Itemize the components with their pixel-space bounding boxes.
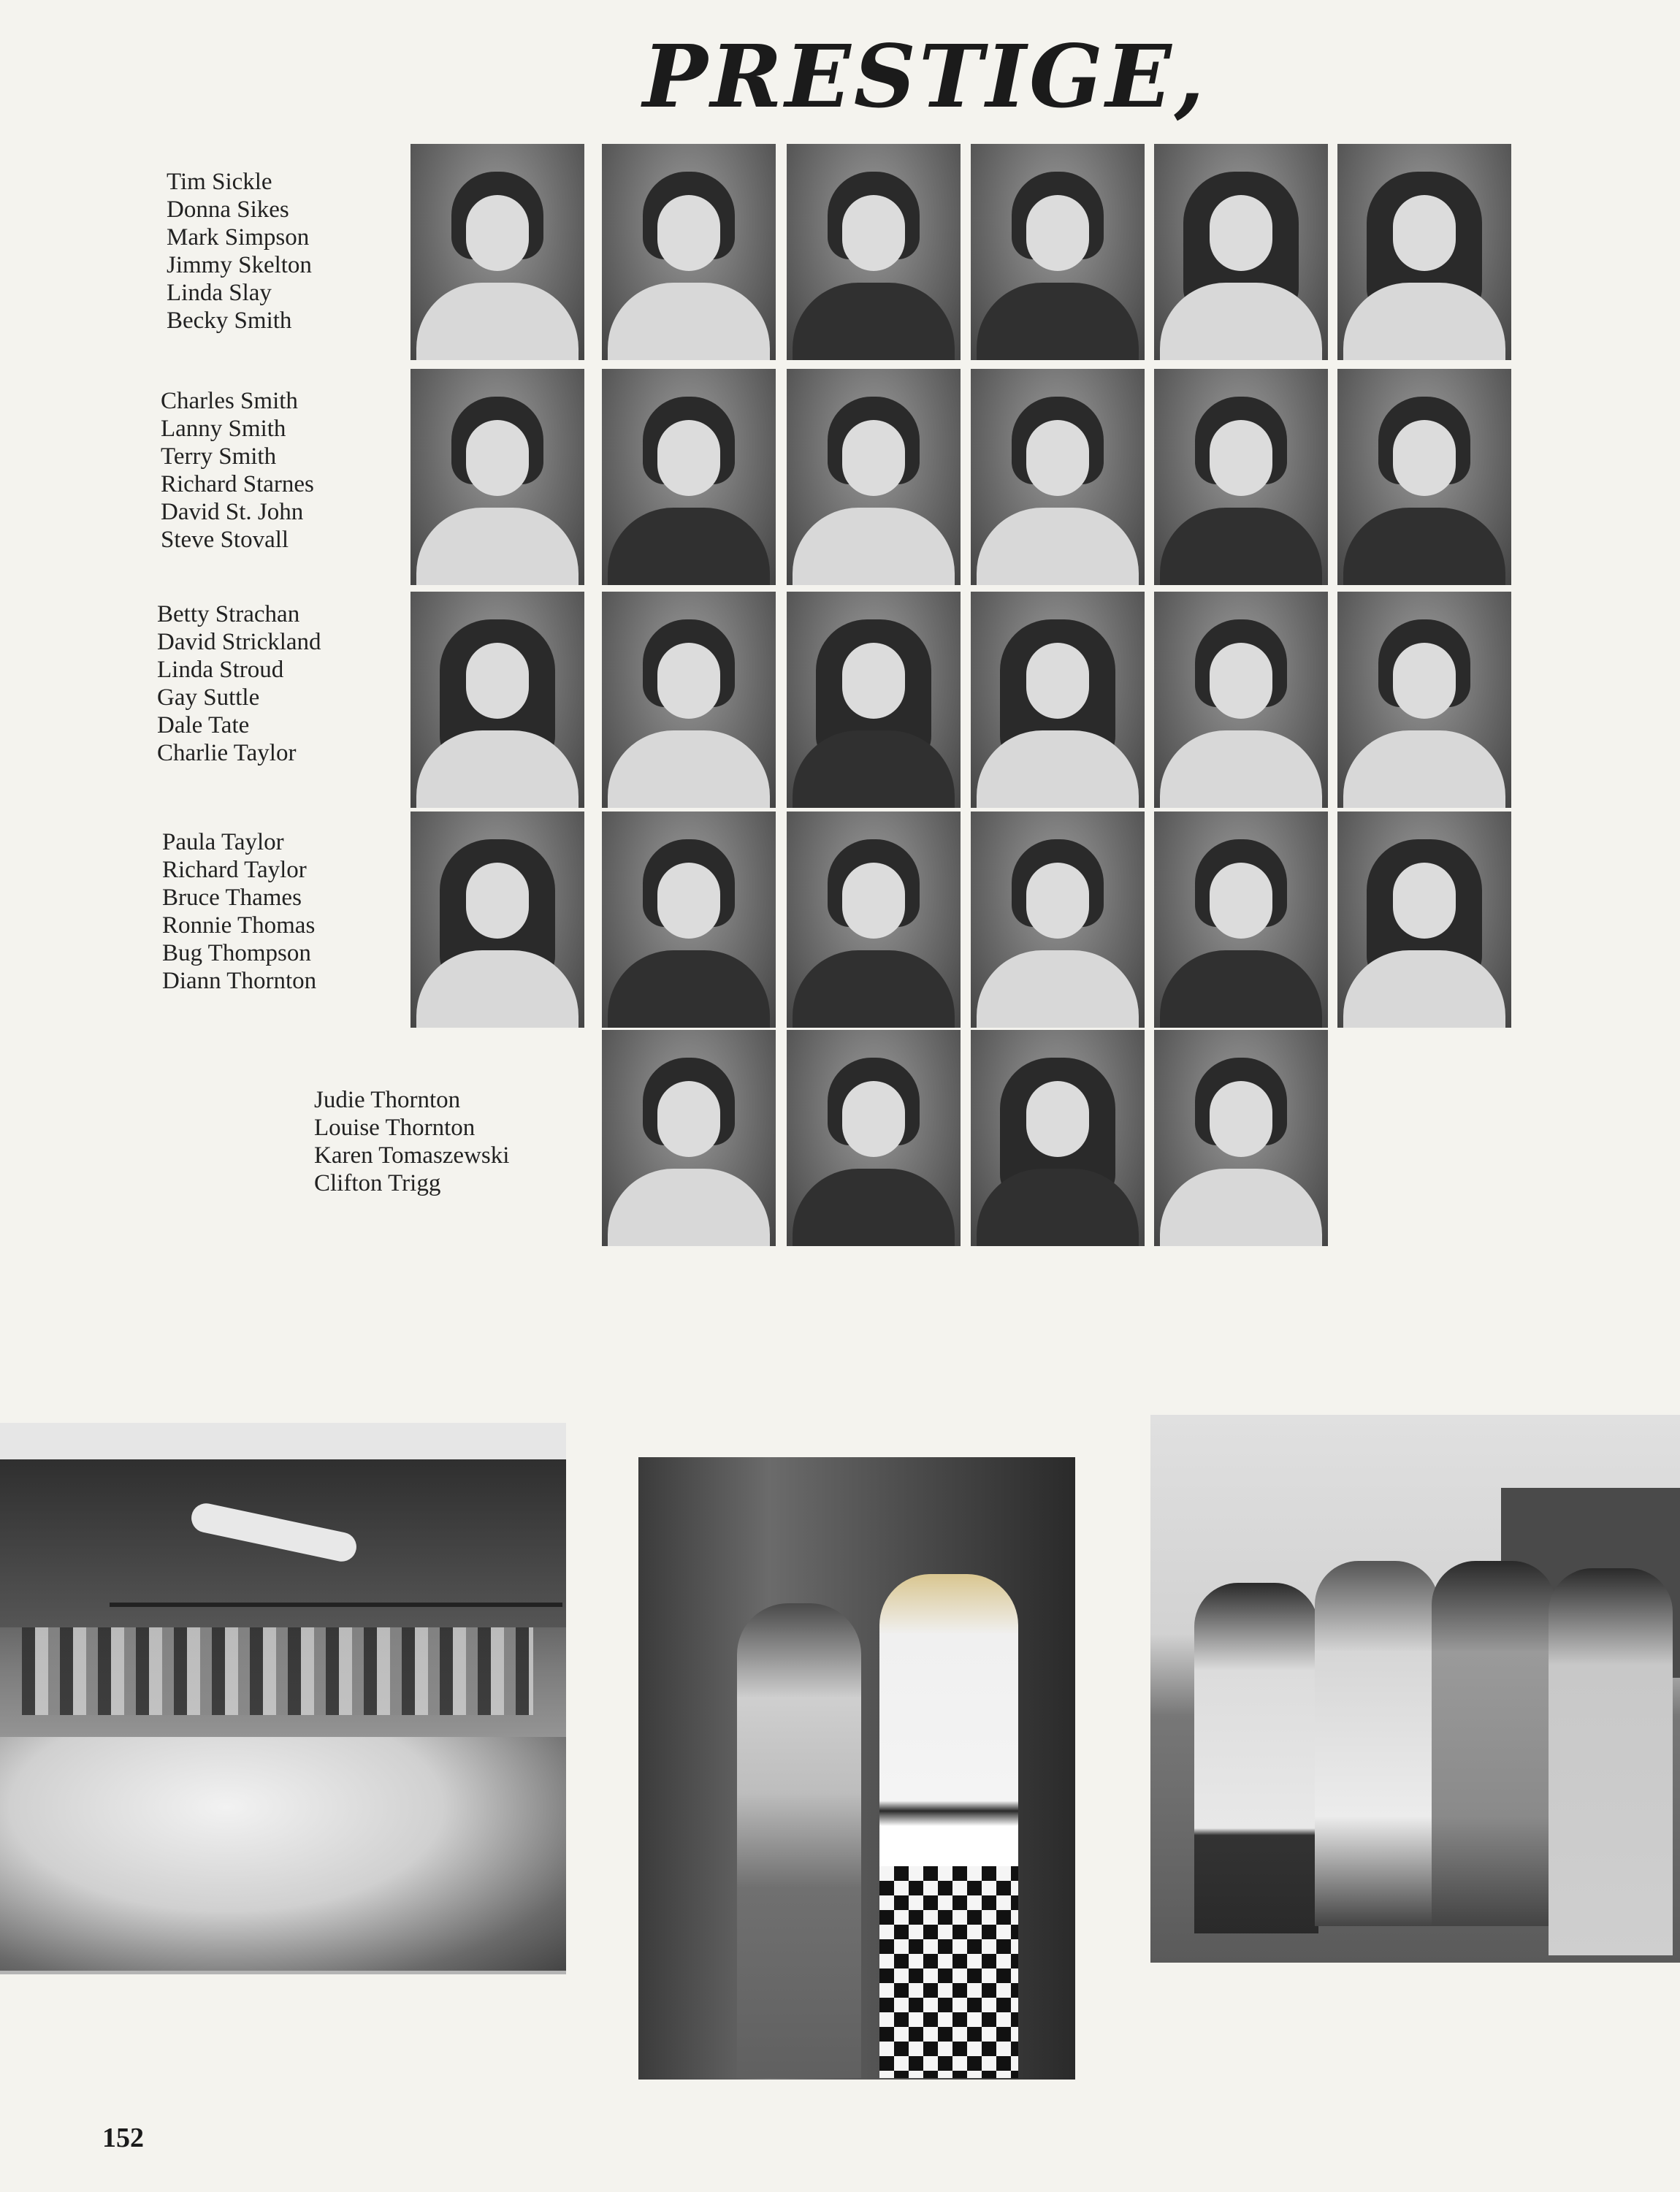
student-name: David St. John: [161, 499, 304, 525]
portrait-face: [657, 1081, 720, 1157]
student-name: Donna Sikes: [167, 196, 289, 223]
student-portrait: [602, 1030, 776, 1246]
portrait-body: [608, 508, 770, 585]
portrait-face: [1026, 863, 1089, 939]
portrait-body: [1160, 508, 1322, 585]
portrait-face: [842, 643, 905, 719]
page-title: PRESTIGE,: [643, 26, 1207, 127]
student-name: Karen Tomaszewski: [314, 1142, 510, 1169]
portrait-face: [1210, 195, 1272, 271]
portrait-body: [977, 508, 1139, 585]
student-name: Steve Stovall: [161, 527, 289, 553]
student-portrait: [411, 592, 584, 808]
student-portrait: [971, 1030, 1145, 1246]
student-portrait: [787, 812, 961, 1028]
student-name: Mark Simpson: [167, 224, 310, 251]
student-portrait: [602, 592, 776, 808]
student-portrait: [1154, 592, 1328, 808]
name-list-row-5: [314, 1086, 509, 1197]
portrait-body: [1160, 730, 1322, 808]
name-list-row-4: [162, 828, 316, 995]
portrait-face: [1393, 195, 1456, 271]
student-name: Diann Thornton: [162, 968, 317, 994]
portrait-face: [842, 420, 905, 496]
student-name: Paula Taylor: [162, 829, 284, 855]
portrait-body: [793, 1169, 955, 1246]
page-number: 152: [102, 2123, 144, 2153]
student-name: Terry Smith: [161, 443, 277, 470]
student-portrait: [1337, 592, 1511, 808]
portrait-face: [657, 863, 720, 939]
portrait-body: [608, 1169, 770, 1246]
portrait-face: [466, 195, 529, 271]
portrait-face: [1026, 195, 1089, 271]
portrait-body: [1343, 730, 1505, 808]
student-name: Louise Thornton: [314, 1115, 476, 1141]
portrait-face: [657, 420, 720, 496]
student-name: Lanny Smith: [161, 416, 286, 442]
portrait-face: [842, 863, 905, 939]
student-name: Bug Thompson: [162, 940, 311, 966]
student-name: Dale Tate: [157, 712, 250, 738]
student-portrait: [1337, 369, 1511, 585]
portrait-face: [842, 1081, 905, 1157]
student-portrait: [971, 812, 1145, 1028]
student-name: Tim Sickle: [167, 169, 272, 195]
student-portrait: [1154, 1030, 1328, 1246]
student-name: Charles Smith: [161, 388, 298, 414]
landing-mat: [0, 1737, 566, 1971]
portrait-face: [1026, 643, 1089, 719]
student-name: Bruce Thames: [162, 885, 302, 911]
portrait-face: [1210, 420, 1272, 496]
student-name: Becky Smith: [167, 308, 292, 334]
name-list-row-1: [167, 168, 312, 335]
checked-pants: [879, 1866, 1018, 2078]
student-name: Clifton Trigg: [314, 1170, 441, 1196]
portrait-body: [608, 283, 770, 360]
portrait-body: [793, 950, 955, 1028]
portrait-face: [657, 195, 720, 271]
candid-photo-couple: [638, 1457, 1075, 2080]
portrait-face: [1026, 1081, 1089, 1157]
portrait-face: [466, 863, 529, 939]
student-name: Charlie Taylor: [157, 740, 297, 766]
portrait-body: [416, 283, 579, 360]
student-portrait: [787, 144, 961, 360]
portrait-body: [1343, 508, 1505, 585]
portrait-body: [977, 950, 1139, 1028]
student-name: Linda Stroud: [157, 657, 284, 683]
candid-photo-four-girls: [1150, 1415, 1680, 1963]
portrait-face: [1210, 863, 1272, 939]
student-portrait: [971, 144, 1145, 360]
student-name: Jimmy Skelton: [167, 252, 312, 278]
student-portrait: [602, 369, 776, 585]
student-portrait: [411, 144, 584, 360]
student-portrait: [1154, 812, 1328, 1028]
student-portrait: [411, 812, 584, 1028]
student-portrait: [411, 369, 584, 585]
student-portrait: [787, 592, 961, 808]
spectators: [22, 1627, 533, 1715]
portrait-face: [1393, 863, 1456, 939]
portrait-face: [1393, 420, 1456, 496]
student-name: Gay Suttle: [157, 684, 260, 711]
portrait-body: [416, 508, 579, 585]
student-portrait: [1154, 369, 1328, 585]
portrait-face: [1210, 1081, 1272, 1157]
student-name: Betty Strachan: [157, 601, 300, 627]
student-portrait: [1337, 812, 1511, 1028]
name-list-row-3: [157, 600, 321, 767]
portrait-face: [1393, 643, 1456, 719]
portrait-face: [842, 195, 905, 271]
student-name: David Strickland: [157, 629, 321, 655]
student-name: Richard Taylor: [162, 857, 307, 883]
girl-2: [1315, 1561, 1439, 1926]
student-portrait: [787, 369, 961, 585]
high-jump-bar: [110, 1603, 562, 1607]
student-portrait: [971, 369, 1145, 585]
student-portrait: [602, 144, 776, 360]
portrait-body: [793, 508, 955, 585]
girl-1: [1194, 1583, 1318, 1933]
portrait-body: [1160, 950, 1322, 1028]
portrait-body: [977, 283, 1139, 360]
student-name: Richard Starnes: [161, 471, 314, 497]
portrait-face: [657, 643, 720, 719]
girl-figure: [737, 1603, 861, 2078]
student-portrait: [1154, 144, 1328, 360]
student-portrait: [1337, 144, 1511, 360]
name-list-row-2: [161, 387, 314, 554]
student-portrait: [787, 1030, 961, 1246]
girl-3: [1432, 1561, 1556, 1926]
portrait-face: [466, 643, 529, 719]
portrait-face: [1210, 643, 1272, 719]
student-name: Linda Slay: [167, 280, 272, 306]
portrait-body: [1160, 1169, 1322, 1246]
girl-4: [1549, 1568, 1673, 1955]
portrait-body: [793, 283, 955, 360]
candid-photo-high-jump: [0, 1423, 566, 1974]
portrait-body: [608, 730, 770, 808]
student-name: Judie Thornton: [314, 1087, 461, 1113]
student-name: Ronnie Thomas: [162, 912, 316, 939]
portrait-face: [1026, 420, 1089, 496]
portrait-face: [466, 420, 529, 496]
student-portrait: [971, 592, 1145, 808]
student-portrait: [602, 812, 776, 1028]
portrait-body: [608, 950, 770, 1028]
